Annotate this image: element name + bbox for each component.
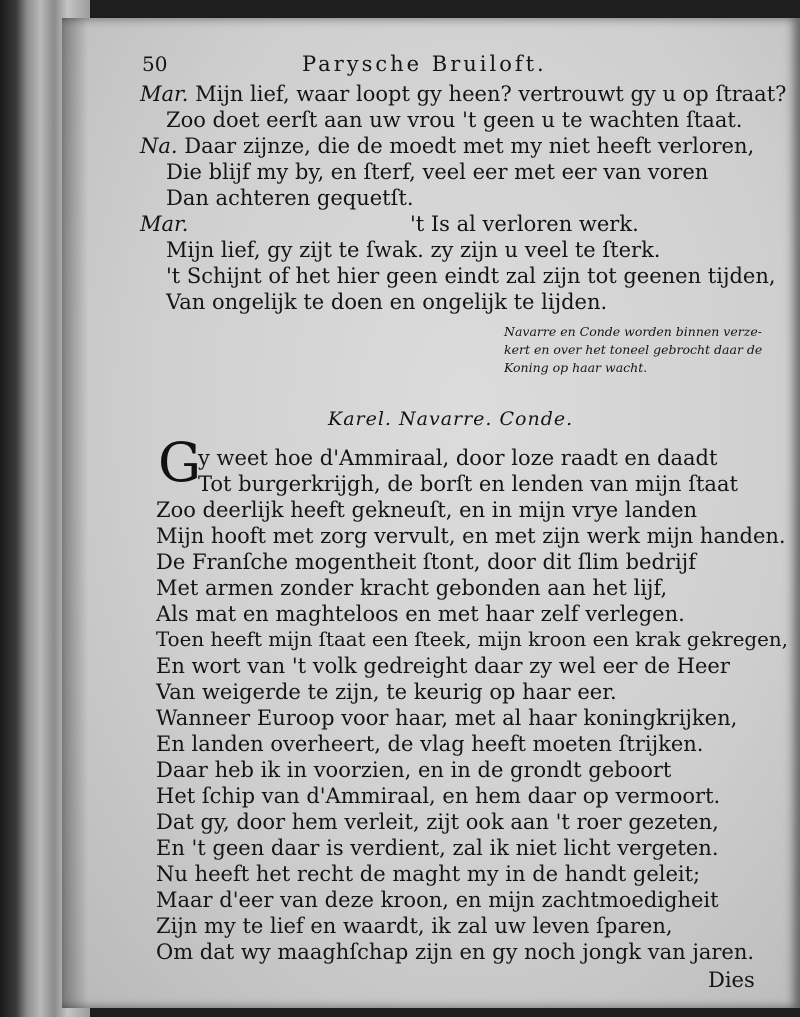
line-text: 't Schijnt of het hier geen eindt zal zijn tot geenen tijden, bbox=[166, 264, 776, 288]
stage-direction-line: Koning op haar wacht. bbox=[504, 360, 648, 375]
dialogue-line bbox=[140, 82, 786, 106]
line-text: Die blijf my by, en ſterf, veel eer met eer van voren bbox=[166, 160, 709, 184]
speech-line: Wanneer Euroop voor haar, met al haar koningkrijken, bbox=[156, 706, 738, 730]
speech-line: Als mat en maghteloos en met haar zelf verlegen. bbox=[156, 602, 685, 626]
stage-direction-line: Navarre en Conde worden binnen verze- bbox=[504, 324, 762, 339]
speaker: Mar. bbox=[140, 212, 189, 236]
speech-line: Daar heb ik in voorzien, en in de grondt geboort bbox=[156, 758, 672, 782]
speech-line: Het ſchip van d'Ammiraal, en hem daar op vermoort. bbox=[156, 784, 721, 808]
speech-line: Met armen zonder kracht gebonden aan het lijf, bbox=[156, 576, 668, 600]
dialogue-line bbox=[410, 212, 639, 236]
speech-line: En wort van 't volk gedreight daar zy wel eer de Heer bbox=[156, 654, 730, 678]
line-text: Dan achteren gequetſt. bbox=[166, 186, 414, 210]
line-text: Zoo doet eerſt aan uw vrou 't geen u te wachten ſtaat. bbox=[166, 108, 743, 132]
speech-line: Dat gy, door hem verleit, zijt ook aan 't roer gezeten, bbox=[156, 810, 719, 834]
speech-line: y weet hoe d'Ammiraal, door loze raadt en daadt bbox=[198, 446, 718, 470]
catchword: Dies bbox=[708, 968, 755, 992]
speech-line: Zijn my te lief en waardt, ik zal uw leven ſparen, bbox=[156, 914, 673, 938]
stage-direction-line: kert en over het toneel gebrocht daar de bbox=[504, 342, 763, 357]
speech-line: Maar d'eer van deze kroon, en mijn zachtmoedigheit bbox=[156, 888, 719, 912]
speech-line: En landen overheert, de vlag heeft moeten ſtrijken. bbox=[156, 732, 704, 756]
speech-line: Nu heeft het recht de maght my in de handt geleit; bbox=[156, 862, 701, 886]
speech-line: Toen heeft mijn ſtaat een ſteek, mijn kroon een krak gekregen, bbox=[156, 628, 788, 651]
dialogue-line bbox=[166, 160, 708, 184]
speech-line: Van weigerde te zijn, te keurig op haar eer. bbox=[156, 680, 617, 704]
speech-line: De Franſche mogentheit ſtont, door dit ſlim bedrijf bbox=[156, 550, 696, 574]
dialogue-line bbox=[166, 238, 660, 262]
line-text: Mijn lief, waar loopt gy heen? vertrouwt gy u op ſtraat? bbox=[195, 82, 787, 106]
drop-cap: G bbox=[158, 431, 202, 494]
book-page bbox=[62, 18, 800, 1008]
speech-line: Om dat wy maaghſchap zijn en gy noch jongk van jaren. bbox=[156, 940, 755, 964]
dialogue-line bbox=[166, 264, 776, 288]
scene-heading: Karel. Navarre. Conde. bbox=[328, 408, 574, 430]
speech-line: Mijn hooft met zorg vervult, en met zijn werk mijn handen. bbox=[156, 524, 786, 548]
line-text: Daar zijnze, die de moedt met my niet heeft verloren, bbox=[184, 134, 755, 158]
running-head: Parysche Bruiloft. bbox=[302, 52, 547, 76]
speech-line: Zoo deerlijk heeft gekneuſt, en in mijn vrye landen bbox=[156, 498, 698, 522]
speaker: Mar. bbox=[140, 82, 189, 106]
dialogue-line bbox=[140, 134, 754, 158]
speaker: Na. bbox=[140, 134, 178, 158]
page-number: 50 bbox=[142, 52, 168, 76]
speech-line: En 't geen daar is verdient, zal ik niet licht vergeten. bbox=[156, 836, 719, 860]
line-text: 't Is al verloren werk. bbox=[410, 212, 639, 236]
dialogue-line bbox=[166, 290, 607, 314]
dialogue-line bbox=[166, 108, 742, 132]
dialogue-line bbox=[166, 186, 414, 210]
line-text: Mijn lief, gy zijt te ſwak. zy zijn u veel te ſterk. bbox=[166, 238, 661, 262]
dialogue-line bbox=[140, 212, 188, 236]
speech-line: Tot burgerkrijgh, de borſt en lenden van mijn ſtaat bbox=[198, 472, 738, 496]
line-text: Van ongelijk te doen en ongelijk te lijden. bbox=[166, 290, 608, 314]
